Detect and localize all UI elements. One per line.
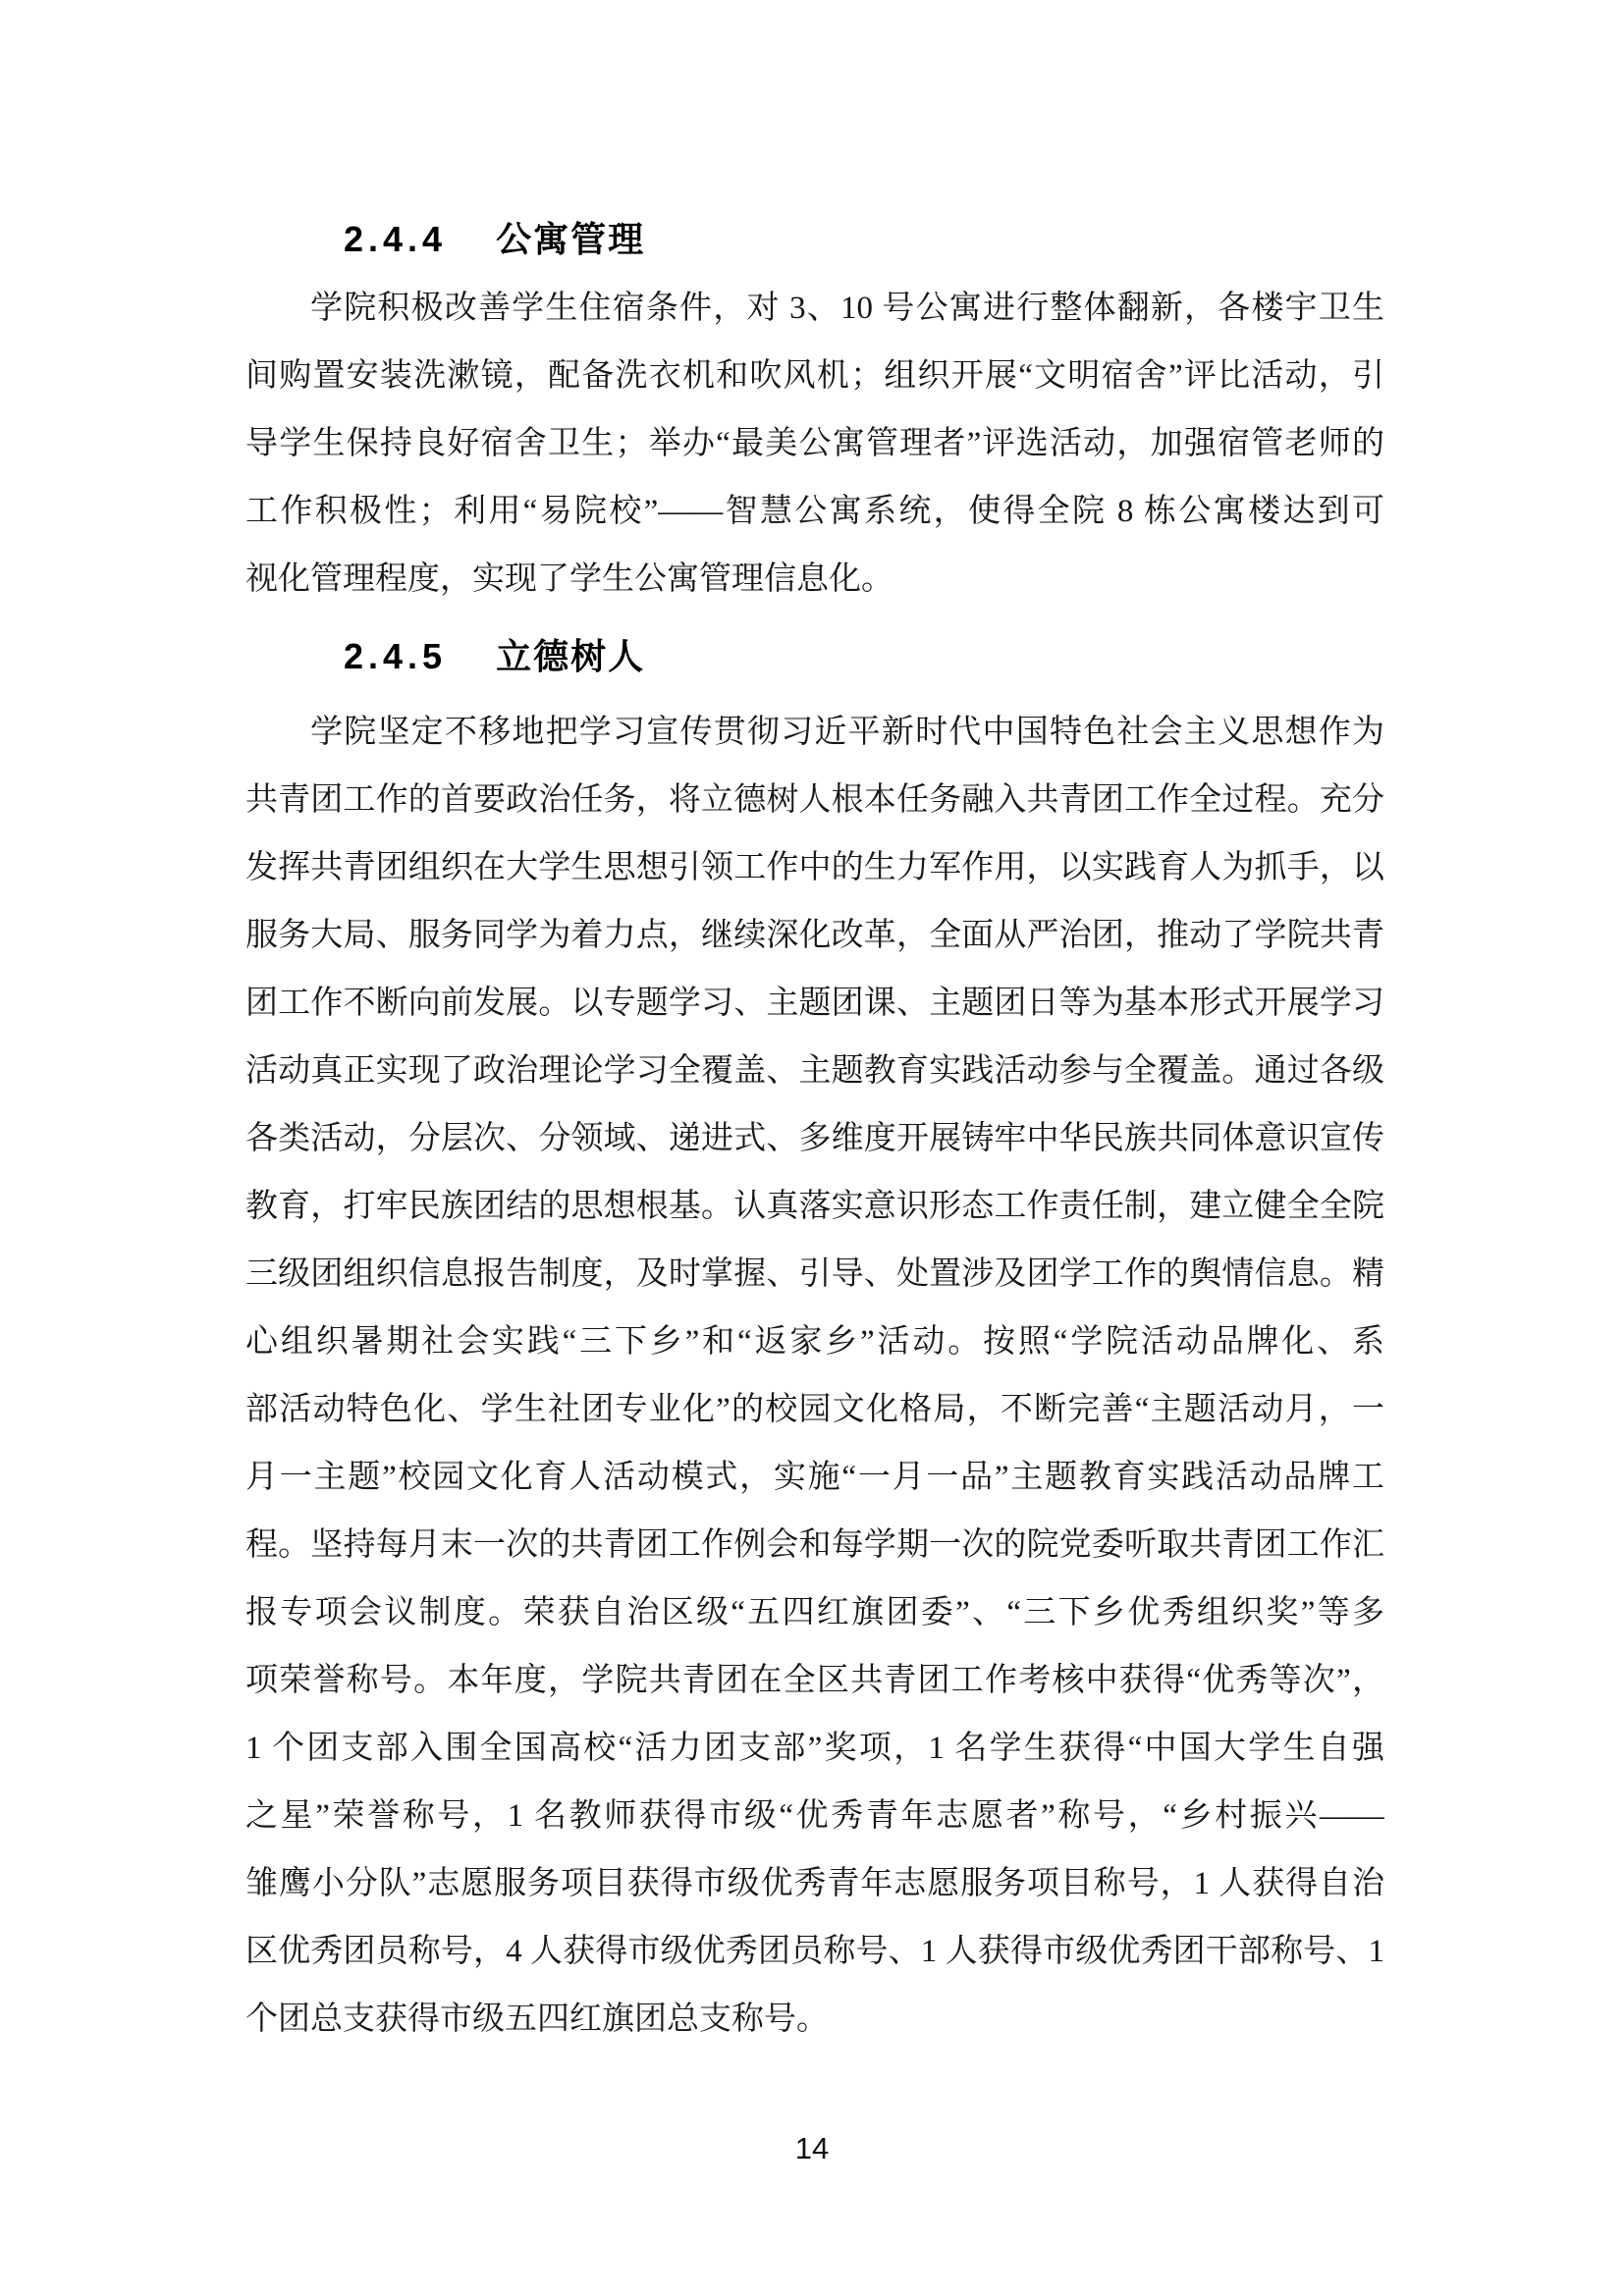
paragraph-line: 视化管理程度，实现了学生公寓管理信息化。 — [245, 561, 893, 597]
section-heading-2-4-4 — [245, 205, 1384, 273]
paragraph-line: 导学生保持良好宿舍卫生；举办“最美公寓管理者”评选活动，加强宿管老师的 — [245, 426, 1384, 461]
paragraph-line: 项荣誉称号。本年度，学院共青团在全区共青团工作考核中获得“优秀等次”， — [245, 1663, 1384, 1698]
paragraph-line: 教育，打牢民族团结的思想根基。认真落实意识形态工作责任制，建立健全全院 — [245, 1189, 1384, 1224]
paragraph-line: 服务大局、服务同学为着力点，继续深化改革，全面从严治团，推动了学院共青 — [245, 918, 1384, 953]
paragraph-line: 各类活动，分层次、分领域、递进式、多维度开展铸牢中华民族共同体意识宣传 — [245, 1121, 1384, 1156]
paragraph-line: 雏鹰小分队”志愿服务项目获得市级优秀青年志愿服务项目称号，1 人获得自治 — [245, 1866, 1384, 1901]
paragraph-line: 个团总支获得市级五四红旗团总支称号。 — [245, 2002, 829, 2037]
paragraph-moral-education — [245, 699, 1384, 2054]
page-number: 14 — [794, 2131, 830, 2165]
paragraph-line: 心组织暑期社会实践“三下乡”和“返家乡”活动。按照“学院活动品牌化、系 — [245, 1324, 1384, 1360]
paragraph-line: 1 个团支部入围全国高校“活力团支部”奖项，1 名学生获得“中国大学生自强 — [245, 1731, 1384, 1766]
paragraph-line: 三级团组织信息报告制度，及时掌握、引导、处置涉及团学工作的舆情信息。精 — [245, 1256, 1384, 1292]
paragraph-line: 部活动特色化、学生社团专业化”的校园文化格局，不断完善“主题活动月，一 — [245, 1392, 1384, 1427]
heading-title: 立德树人 — [496, 636, 646, 676]
paragraph-line: 发挥共青团组织在大学生思想引领工作中的生力军作用，以实践育人为抓手，以 — [245, 850, 1384, 885]
paragraph-line: 程。坚持每月末一次的共青团工作例会和每学期一次的院党委听取共青团工作汇 — [245, 1527, 1384, 1563]
paragraph-line: 团工作不断向前发展。以专题学习、主题团课、主题团日等为基本形式开展学习 — [245, 986, 1384, 1021]
paragraph-line: 学院积极改善学生住宿条件，对 3、10 号公寓进行整体翻新，各楼宇卫生 — [310, 291, 1384, 326]
paragraph-line: 间购置安装洗漱镜，配备洗衣机和吹风机；组织开展“文明宿舍”评比活动，引 — [245, 358, 1384, 394]
paragraph-line: 区优秀团员称号，4 人获得市级优秀团员称号、1 人获得市级优秀团干部称号、1 — [245, 1934, 1384, 1969]
paragraph-line: 活动真正实现了政治理论学习全覆盖、主题教育实践活动参与全覆盖。通过各级 — [245, 1053, 1384, 1089]
paragraph-line: 共青团工作的首要政治任务，将立德树人根本任务融入共青团工作全过程。充分 — [245, 782, 1384, 818]
paragraph-line: 工作积极性；利用“易院校”——智慧公寓系统，使得全院 8 栋公寓楼达到可 — [245, 494, 1384, 529]
paragraph-line: 学院坚定不移地把学习宣传贯彻习近平新时代中国特色社会主义思想作为 — [310, 715, 1384, 750]
paragraph-line: 报专项会议制度。荣获自治区级“五四红旗团委”、“三下乡优秀组织奖”等多 — [245, 1595, 1384, 1630]
section-heading-2-4-5 — [245, 622, 1384, 690]
heading-number: 2.4.4 — [344, 219, 448, 259]
paragraph-line: 月一主题”校园文化育人活动模式，实施“一月一品”主题教育实践活动品牌工 — [245, 1460, 1384, 1495]
heading-title: 公寓管理 — [496, 219, 646, 259]
paragraph-apartment-management — [245, 275, 1384, 614]
paragraph-line: 之星”荣誉称号，1 名教师获得市级“优秀青年志愿者”称号，“乡村振兴—— — [245, 1798, 1384, 1834]
page-content — [245, 205, 1384, 2054]
heading-number: 2.4.5 — [344, 636, 448, 676]
